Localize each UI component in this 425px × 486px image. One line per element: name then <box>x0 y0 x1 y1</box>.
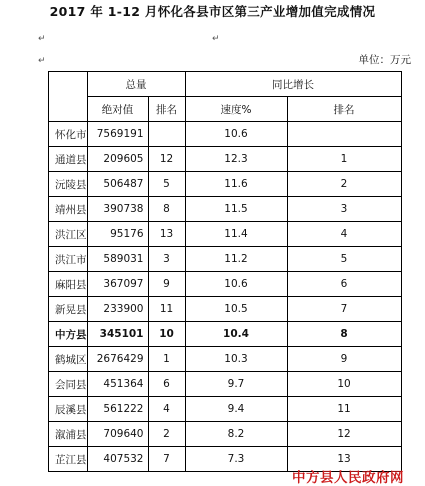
region-name-cell: 辰溪县 <box>49 397 88 422</box>
region-name-cell: 会同县 <box>49 372 88 397</box>
region-name-cell: 中方县 <box>49 322 88 347</box>
rank-growth-cell <box>287 122 401 147</box>
header-speed: 速度% <box>185 97 287 122</box>
rank-total-cell: 1 <box>148 347 185 372</box>
region-name-cell: 通道县 <box>49 147 88 172</box>
header-rank-growth: 排名 <box>287 97 401 122</box>
table-row <box>49 372 402 397</box>
absolute-value-cell: 451364 <box>87 372 148 397</box>
header-absolute-value: 绝对值 <box>87 97 148 122</box>
speed-cell: 10.6 <box>185 272 287 297</box>
speed-cell: 8.2 <box>185 422 287 447</box>
table-row <box>49 397 402 422</box>
absolute-value-cell: 506487 <box>87 172 148 197</box>
table-row <box>49 422 402 447</box>
absolute-value-cell: 233900 <box>87 297 148 322</box>
rank-total-cell: 2 <box>148 422 185 447</box>
rank-growth-cell: 1 <box>287 147 401 172</box>
rank-total-cell: 7 <box>148 447 185 472</box>
rank-growth-cell: 8 <box>287 322 401 347</box>
table-row <box>49 297 402 322</box>
table-row <box>49 122 402 147</box>
rank-growth-cell: 3 <box>287 197 401 222</box>
rank-total-cell: 13 <box>148 222 185 247</box>
region-name-cell: 麻阳县 <box>49 272 88 297</box>
absolute-value-cell: 2676429 <box>87 347 148 372</box>
absolute-value-cell: 345101 <box>87 322 148 347</box>
speed-cell: 11.4 <box>185 222 287 247</box>
absolute-value-cell: 407532 <box>87 447 148 472</box>
speed-cell: 11.6 <box>185 172 287 197</box>
region-name-cell: 洪江市 <box>49 247 88 272</box>
rank-total-cell: 11 <box>148 297 185 322</box>
site-watermark: 中方县人民政府网 <box>292 470 404 486</box>
speed-cell: 12.3 <box>185 147 287 172</box>
region-name-cell: 沅陵县 <box>49 172 88 197</box>
header-rank-total: 排名 <box>148 97 185 122</box>
absolute-value-cell: 561222 <box>87 397 148 422</box>
speed-cell: 10.3 <box>185 347 287 372</box>
rank-total-cell: 9 <box>148 272 185 297</box>
unit-label: 单位：万元 <box>358 54 411 66</box>
speed-cell: 11.5 <box>185 197 287 222</box>
table-row <box>49 197 402 222</box>
paragraph-mark: ↵ <box>38 34 46 44</box>
rank-total-cell: 4 <box>148 397 185 422</box>
rank-total-cell: 12 <box>148 147 185 172</box>
region-name-cell: 怀化市 <box>49 122 88 147</box>
paragraph-mark: ↵ <box>212 34 220 44</box>
table-row <box>49 272 402 297</box>
rank-growth-cell: 13 <box>287 447 401 472</box>
rank-growth-cell: 11 <box>287 397 401 422</box>
table-row <box>49 347 402 372</box>
absolute-value-cell: 95176 <box>87 222 148 247</box>
rank-growth-cell: 10 <box>287 372 401 397</box>
rank-total-cell: 5 <box>148 172 185 197</box>
absolute-value-cell: 209605 <box>87 147 148 172</box>
rank-total-cell: 10 <box>148 322 185 347</box>
region-name-cell: 芷江县 <box>49 447 88 472</box>
page-title: 2017 年 1-12 月怀化各县市区第三产业增加值完成情况 <box>49 4 376 19</box>
speed-cell: 11.2 <box>185 247 287 272</box>
header-growth: 同比增长 <box>185 72 401 97</box>
table-row <box>49 247 402 272</box>
speed-cell: 9.4 <box>185 397 287 422</box>
rank-total-cell <box>148 122 185 147</box>
rank-growth-cell: 2 <box>287 172 401 197</box>
rank-total-cell: 6 <box>148 372 185 397</box>
header-total: 总量 <box>87 72 185 97</box>
speed-cell: 10.6 <box>185 122 287 147</box>
absolute-value-cell: 367097 <box>87 272 148 297</box>
rank-growth-cell: 7 <box>287 297 401 322</box>
speed-cell: 10.5 <box>185 297 287 322</box>
rank-growth-cell: 5 <box>287 247 401 272</box>
region-name-cell: 溆浦县 <box>49 422 88 447</box>
rank-growth-cell: 6 <box>287 272 401 297</box>
rank-growth-cell: 9 <box>287 347 401 372</box>
speed-cell: 10.4 <box>185 322 287 347</box>
region-name-cell: 靖州县 <box>49 197 88 222</box>
absolute-value-cell: 7569191 <box>87 122 148 147</box>
absolute-value-cell: 390738 <box>87 197 148 222</box>
rank-total-cell: 3 <box>148 247 185 272</box>
region-name-cell: 洪江区 <box>49 222 88 247</box>
table-row <box>49 172 402 197</box>
region-name-cell: 新晃县 <box>49 297 88 322</box>
table-row <box>49 222 402 247</box>
paragraph-mark: ↵ <box>38 56 46 66</box>
speed-cell: 7.3 <box>185 447 287 472</box>
rank-growth-cell: 4 <box>287 222 401 247</box>
table-row <box>49 322 402 347</box>
rank-total-cell: 8 <box>148 197 185 222</box>
corner-cell <box>49 72 88 122</box>
speed-cell: 9.7 <box>185 372 287 397</box>
data-table <box>48 71 402 472</box>
absolute-value-cell: 589031 <box>87 247 148 272</box>
rank-growth-cell: 12 <box>287 422 401 447</box>
table-row <box>49 147 402 172</box>
absolute-value-cell: 709640 <box>87 422 148 447</box>
region-name-cell: 鹤城区 <box>49 347 88 372</box>
